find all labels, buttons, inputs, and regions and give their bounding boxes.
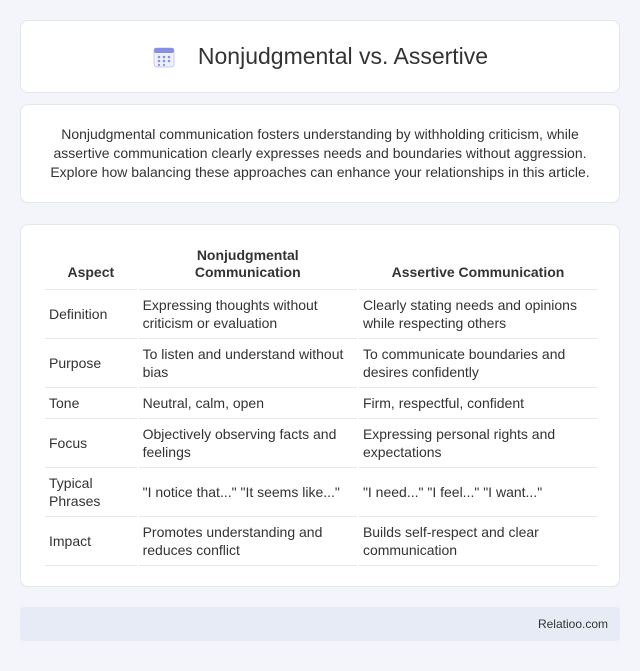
row-nonjudgmental: Neutral, calm, open (139, 388, 357, 419)
footer (20, 607, 620, 641)
row-assertive: Clearly stating needs and opinions while respecting others (359, 290, 597, 339)
page-title: Nonjudgmental vs. Assertive (197, 43, 489, 69)
header-assertive: Assertive Communication (359, 245, 597, 290)
row-aspect: Tone (45, 388, 137, 419)
table-header-row (45, 245, 597, 290)
calendar-icon (152, 45, 176, 69)
row-assertive: "I need..." "I feel..." "I want..." (359, 468, 597, 517)
comparison-card (20, 224, 620, 587)
row-assertive: Builds self-respect and clear communication (359, 517, 597, 566)
intro-card (20, 104, 620, 203)
table-row (45, 419, 597, 468)
row-aspect: Typical Phrases (45, 468, 137, 517)
table-row (45, 290, 597, 339)
intro-text: Nonjudgmental communication fosters understanding by withholding criticism, while assertive communication clearly expresses needs and boundaries without aggression. Explore how balancing these approaches can enhance your relationships in this article. (50, 126, 590, 180)
row-nonjudgmental: Objectively observing facts and feelings (139, 419, 357, 468)
footer-brand[interactable]: Relatioo.com (537, 617, 608, 631)
table-row (45, 388, 597, 419)
header-nonjudgmental: Nonjudgmental Communication (139, 245, 357, 290)
comparison-table (43, 245, 599, 566)
row-aspect: Definition (45, 290, 137, 339)
table-row (45, 468, 597, 517)
table-row (45, 517, 597, 566)
table-row (45, 339, 597, 388)
row-aspect: Focus (45, 419, 137, 468)
row-aspect: Impact (45, 517, 137, 566)
header-aspect: Aspect (45, 245, 137, 290)
row-assertive: To communicate boundaries and desires confidently (359, 339, 597, 388)
row-assertive: Expressing personal rights and expectations (359, 419, 597, 468)
row-nonjudgmental: Expressing thoughts without criticism or evaluation (139, 290, 357, 339)
title-card (20, 20, 620, 93)
row-nonjudgmental: Promotes understanding and reduces conflict (139, 517, 357, 566)
row-aspect: Purpose (45, 339, 137, 388)
row-assertive: Firm, respectful, confident (359, 388, 597, 419)
row-nonjudgmental: "I notice that..." "It seems like..." (139, 468, 357, 517)
row-nonjudgmental: To listen and understand without bias (139, 339, 357, 388)
